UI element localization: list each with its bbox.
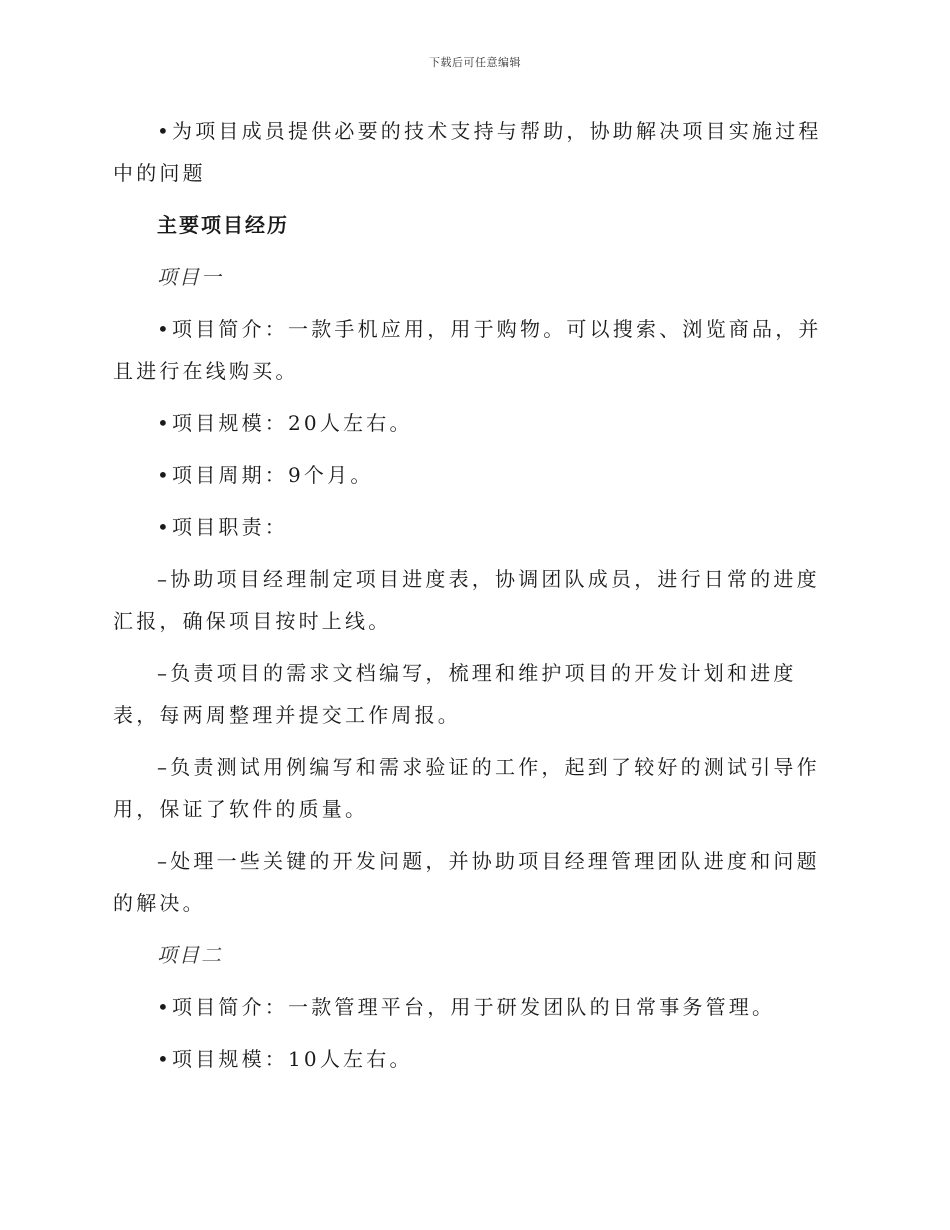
project-one-intro: •项目简介：一款手机应用，用于购物。可以搜索、浏览商品，并且进行在线购买。 (113, 317, 822, 383)
page-header: 下载后可任意编辑 (429, 56, 521, 69)
section-heading-projects: 主要项目经历 (157, 213, 289, 237)
duty-item-requirements: –负责项目的需求文档编写，梳理和维护项目的开发计划和进度表，每两周整理并提交工作周报。 (113, 661, 797, 727)
project-one-title: 项目一 (157, 265, 223, 289)
project-two-scale: •项目规模：10人左右。 (157, 1047, 413, 1071)
project-two-intro: •项目简介：一款管理平台，用于研发团队的日常事务管理。 (157, 995, 776, 1019)
duty-item-issues: –处理一些关键的开发问题，并协助项目经理管理团队进度和问题的解决。 (113, 849, 820, 915)
project-one-period: •项目周期：9个月。 (157, 463, 374, 487)
document-body (113, 110, 825, 1090)
duty-item-schedule: –协助项目经理制定项目进度表，协调团队成员，进行日常的进度汇报，确保项目按时上线。 (113, 567, 820, 633)
paragraph-tech-support: •为项目成员提供必要的技术支持与帮助，协助解决项目实施过程中的问题 (113, 119, 822, 185)
duty-item-testing: –负责测试用例编写和需求验证的工作，起到了较好的测试引导作用，保证了软件的质量。 (113, 755, 820, 821)
project-one-scale: •项目规模：20人左右。 (157, 411, 413, 435)
project-two-title: 项目二 (157, 943, 223, 967)
project-one-duties-label: •项目职责： (157, 515, 288, 539)
